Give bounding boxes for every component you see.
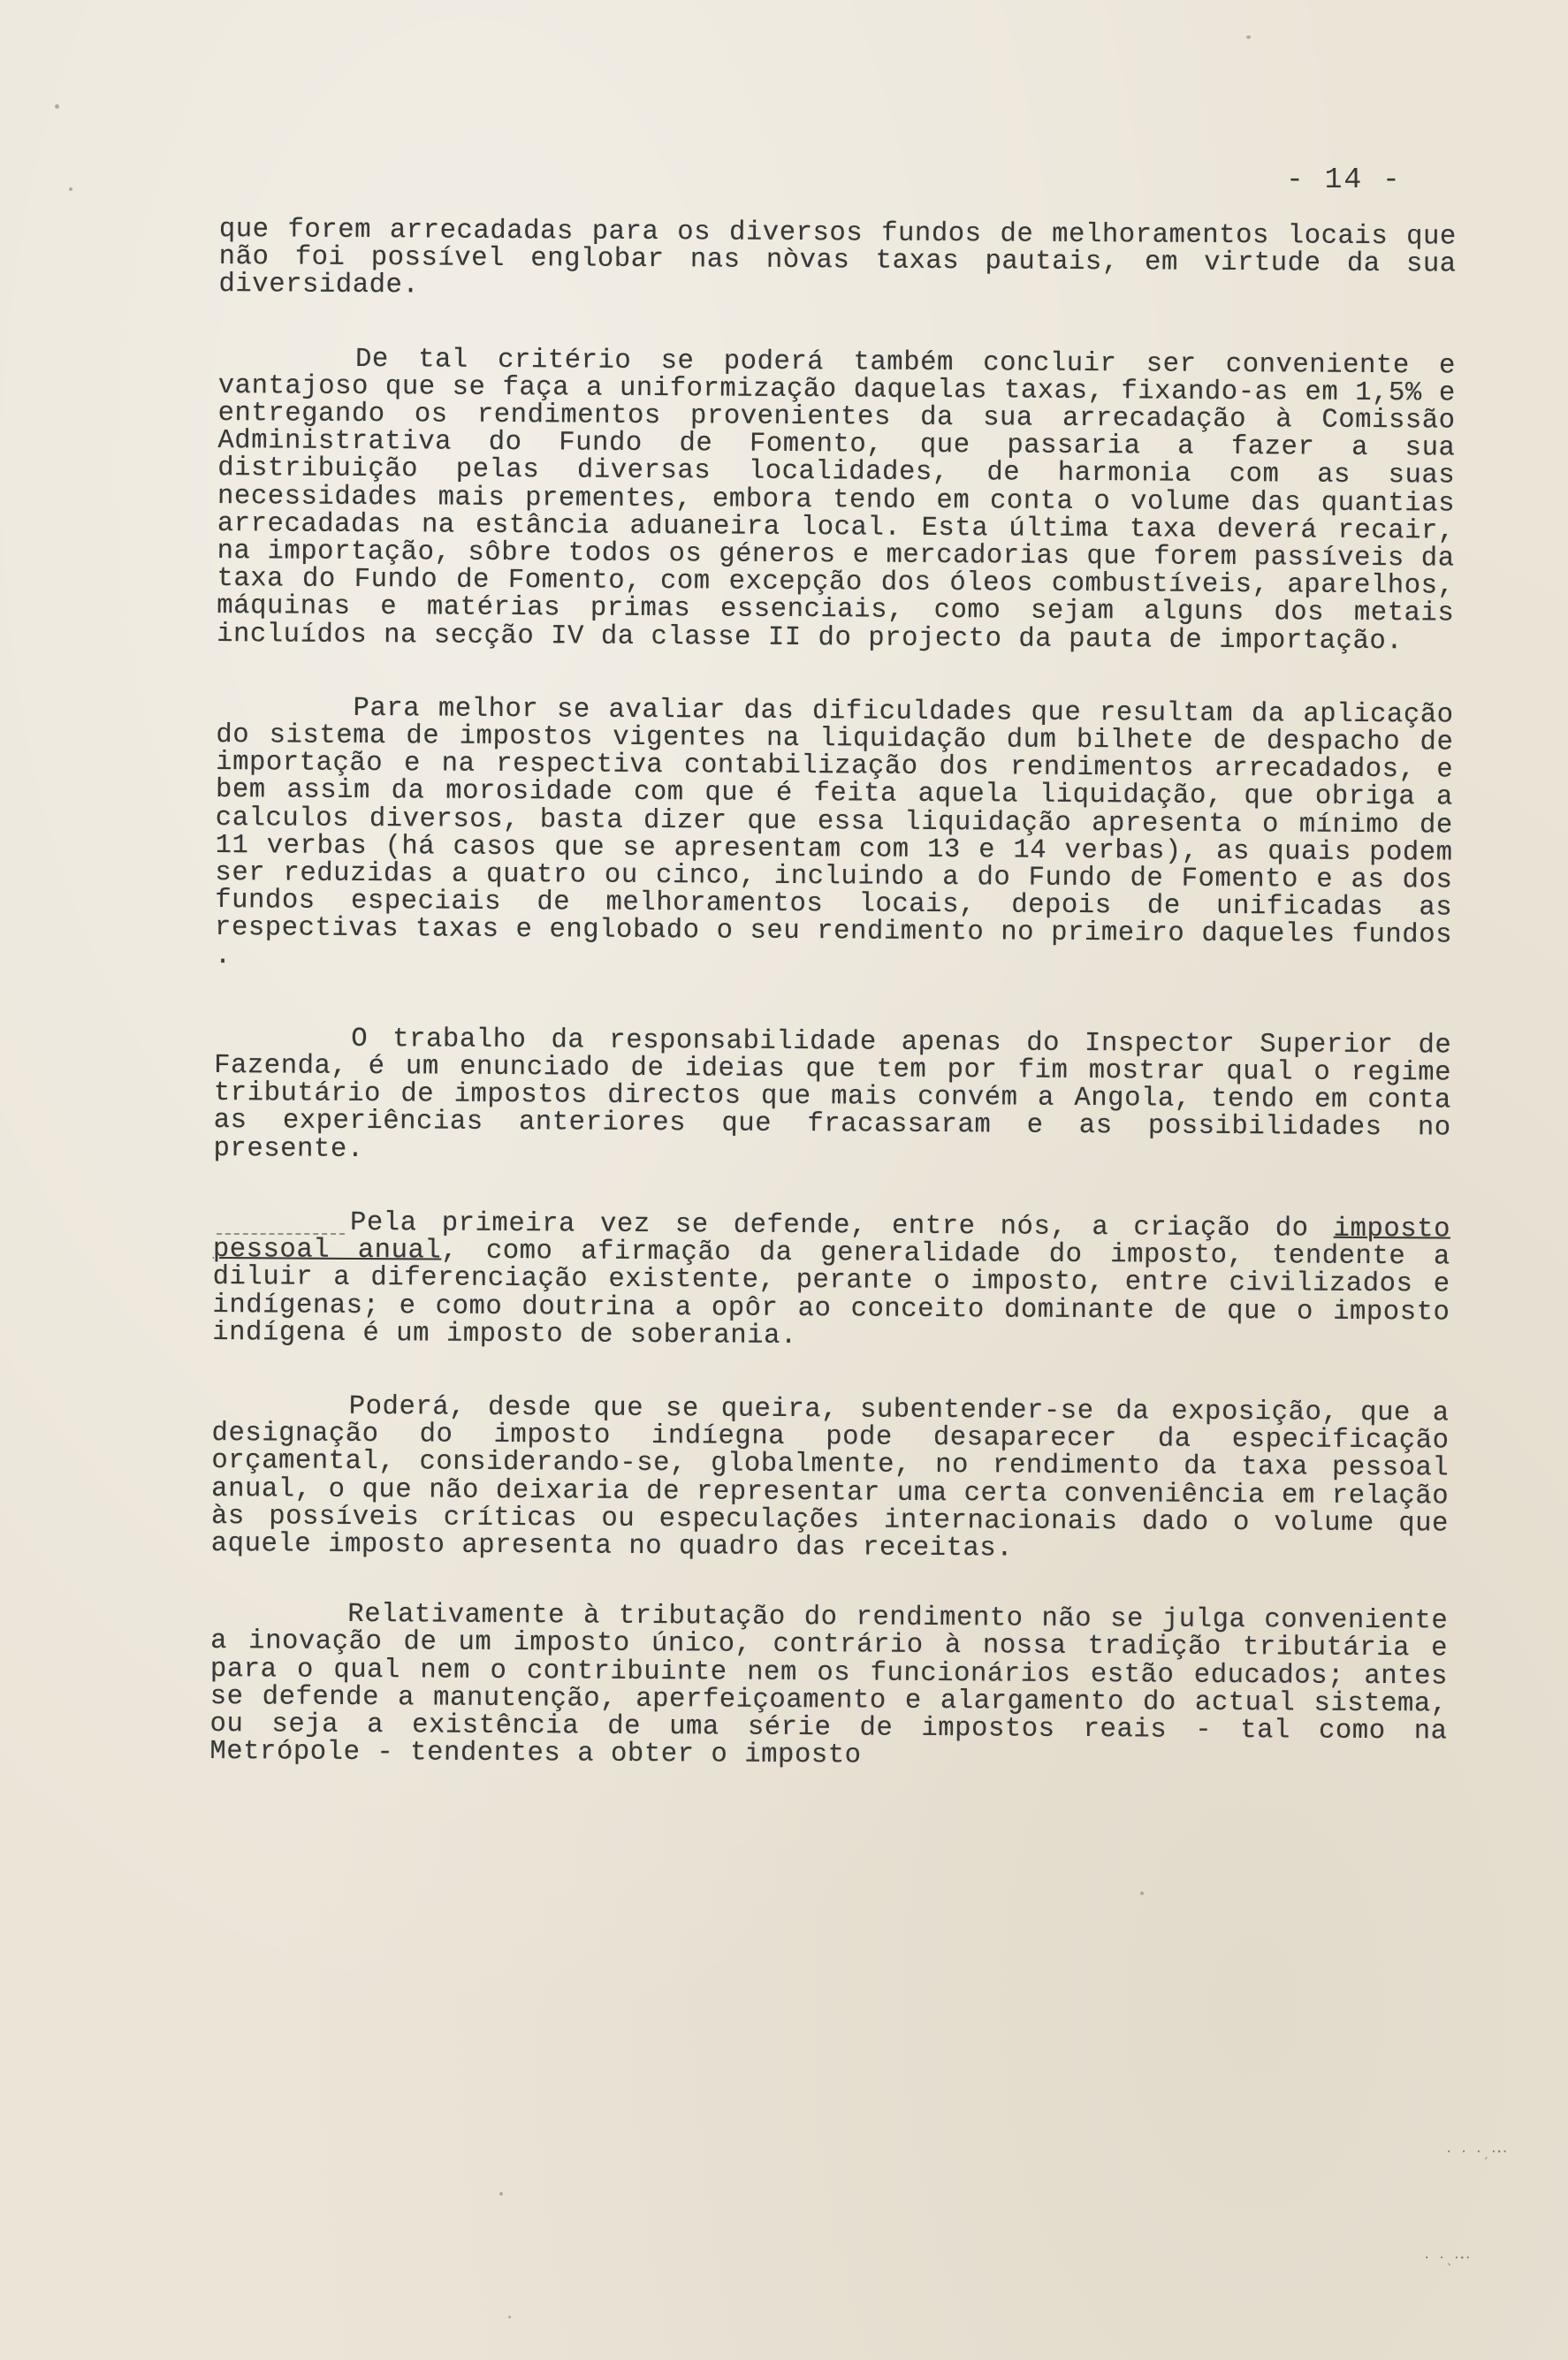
page-number: - 14 - — [1286, 164, 1402, 196]
paragraph-3: Para melhor se avaliar das dificuldades que resultam da aplicação do sistema de impostos vigentes na liquidação dum bilhete de despacho de importação e na respectiva contabilização dos rendimentos arrecadados, e bem assim da morosidade com que é feita aquela liquidação, que obriga a calculos diversos, basta dizer que essa liquidação apresenta o mínimo de 11 verbas (há casos que se apresentam com 13 e 14 verbas), as quais podem ser reduzidas a quatro ou cinco, incluindo a do Fundo de Fomento e as dos fundos especiais de melhoramentos locais, depois de unificadas as respectivas taxas e englobado o seu rendimento no primeiro daqueles fundos . — [214, 693, 1454, 971]
margin-mark: · · ·ˏ·ꞏ· — [1445, 2145, 1509, 2159]
paragraph-5 — [212, 1209, 1450, 1355]
paragraph-7: Relativamente à tributação do rendimento não se julga conveniente a inovação de um imposto único, contrário à nossa tradição tributária e para o qual nem o contribuinte nem os funcionários estão educados; antes se defende a manutenção, aperfeiçoamento e alargamento do actual sistema, ou seja a existência de uma série de impostos reais - tal como na Metrópole - tendentes a obter o imposto — [209, 1600, 1449, 1771]
paragraph-5-end: , como afirmação da generalidade do imposto, tendente a diluir a diferenciação existente, perante o imposto, entre civilizados e indígenas; e como doutrina a opôr ao conceito dominante de que o imposto indígena é um imposto de soberania. — [212, 1236, 1450, 1351]
paragraph-5-start: Pela primeira vez se defende, entre nós, a criação do — [349, 1207, 1334, 1245]
underlined-term: imposto pessoal anual — [212, 1214, 1451, 1267]
document-body — [209, 217, 1457, 1774]
paragraph-1: que forem arrecadadas para os diversos fundos de melhoramentos locais que não foi possível englobar nas nòvas taxas pautais, em virtude da sua diversidade. — [218, 215, 1457, 301]
paper-speck — [1246, 35, 1251, 39]
paper-speck — [1140, 1892, 1144, 1895]
margin-mark: · ·ˎ·ꞏ· — [1423, 2251, 1472, 2265]
paragraph-4: O trabalho da responsabilidade apenas do Inspector Superior de Fazenda, é um enunciado de ideias que tem por fim mostrar qual o regime tributário de impostos directos que mais convém a Angola, tendo em conta as experiências anteriores que fracassaram e as possibilidades no presente. — [213, 1024, 1452, 1165]
paper-speck — [508, 2316, 511, 2318]
paper-speck — [69, 187, 72, 191]
paper-speck — [499, 2192, 503, 2196]
paragraph-6: Poderá, desde que se queira, subentender-se da exposição, que a designação do imposto indíegna pode desaparecer da especificação orçamental, considerando-se, globalmente, no rendimento da taxa pessoal anual, o que não deixaria de representar uma certa conveniência em relação às possíveis críticas ou especulações internacionais dado o volume que aquele imposto apresenta no quadro das receitas. — [210, 1391, 1450, 1564]
paper-speck — [55, 104, 59, 109]
paragraph-2: De tal critério se poderá também concluir ser conveniente e vantajoso que se faça a uniformização daquelas taxas, fixando-as em 1,5% e entregando os rendimentos provenientes da sua arrecadação à Comissão Administrativa do Fundo de Fomento, que passaria a fazer a sua distribuição pelas diversas localidades, de harmonia com as suas necessidades mais prementes, embora tendo em conta o volume das quantias arrecadadas na estância aduaneira local. Esta última taxa deverá recair, na importação, sôbre todos os géneros e mercadorias que forem passíveis da taxa do Fundo de Fomento, com excepção dos óleos combustíveis, aparelhos, máquinas e matérias primas essenciais, como sejam alguns dos metais incluídos na secção IV da classe II do projecto da pauta de importação. — [217, 344, 1457, 657]
